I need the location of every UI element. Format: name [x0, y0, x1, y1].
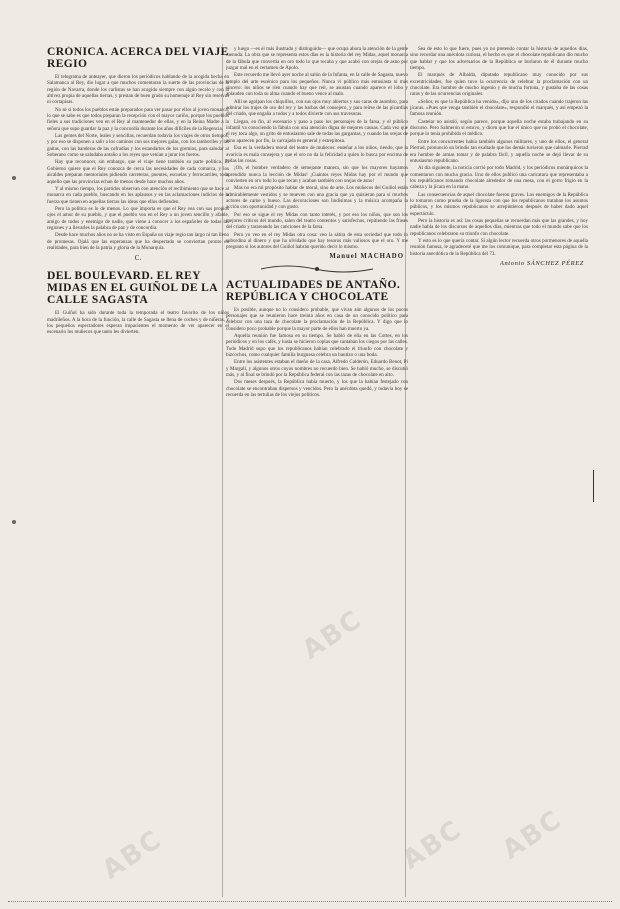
paragraph: Pero la política es lo de menos. Lo que importa es que el Rey vea con sus propios ojos el amor de su pueblo, y que el pueblo vea en el Rey a un joven sencillo y afable, amigo de todos y enemigo de nadie, que viene a conocer a los españoles de todas las regiones y a llevarles la palabra de paz y de concordia. [47, 205, 229, 231]
watermark-abc: ABC [297, 604, 368, 666]
binding-hole-icon [12, 520, 16, 524]
watermark-abc: ABC [497, 804, 568, 866]
paragraph: Por eso se sigue el rey Midas con tanto interés, y por eso los niños, que son los mejores críticos del mundo, salen del teatro contentos y satisfechos, repitiendo las frases del criado y tarareando las canciones de la farsa. [226, 211, 408, 231]
margin-line [593, 470, 594, 502]
paragraph: Entre los concurrentes había también algunos militares, y uno de ellos, el general Pierrad, pronunció un brindis tan exaltado que los demás tuvieron que calmarle. Pierrad era hombre de armas tomar y de palabra fácil, y aquella noche se dejó llevar de su entusiasmo republicano. [410, 138, 588, 164]
article-heading-cronica: CRÓNICA. ACERCA DEL VIAJE REGIO [47, 46, 229, 70]
watermark-abc: ABC [97, 824, 168, 886]
paragraph: Este recuerdo me llevó ayer noche al salón de la Infanta, en la calle de Sagasta, nuevo templo del arte escénico para los pequeños. Nunca vi público más entusiasta ni más sincero: los niños se ríen cuando hay que reír, se asustan cuando aparece el lobo y aplauden con toda su alma cuando el bueno vence al malo. [226, 72, 408, 98]
paragraph: ¡Oh, el hombre verdadero de semejante manera, sin que los mayores hayamos aprendido nunca la lección de Midas! ¡Cuántos reyes Midas hay por el mundo que convierten en oro todo lo que tocan y acaban también con orejas de asno! [226, 165, 408, 184]
paragraph: Allí se agolpan los chiquillos, con sus ojos muy abiertos y sus caras de asombro, para admirar los trajes de oro del rey y las barbas del consejero, y para reírse de las picardías del criado, que engaña a todos y a todos divierte con sus travesuras. [226, 98, 408, 118]
paragraph: El telegrama de anteayer, que dieron los periódicos hablando de la acogida hecha en Salamanca al Rey, dio lugar a que muchos comentaran la suerte de las provincias de la región de Navarra, donde los carlistas se han acogido siempre con algún recelo y con la altivez propia de aquellas tierras, y prestan de buen grado su homenaje al Rey sin reservas ni cortapisas. [47, 74, 229, 106]
paragraph: Mas no era mi propósito hablar de moral, sino de arte. Los muñecos del Guiñol están admirablemente vestidos y se mueven con una gracia que ya quisieran para sí muchos actores de carne y hueso. Las decoraciones son lindísimas y la música acompaña la acción con oportunidad y con gusto. [226, 185, 408, 211]
ornament-divider-icon [257, 264, 377, 274]
column-left [47, 46, 229, 895]
paragraph: Aquella reunión fue famosa en su tiempo. Se habló de ella en las Cortes, en los periódicos y en los cafés, y hasta se hicieron coplas que cantaban los ciegos por las calles. Todo Madrid supo que los republicanos habían celebrado el triunfo con chocolate y bizcochos, como cualquier familia burguesa celebra un bautizo o una boda. [226, 333, 408, 359]
paragraph: Al día siguiente, la noticia corrió por todo Madrid, y los periódicos monárquicos la comentaron con mucha gracia. Uno de ellos publicó una caricatura que representaba a los republicanos tomando chocolate alrededor de una mesa, con el gorro frigio en la cabeza y la jícara en la mano. [410, 165, 588, 191]
column-middle [226, 46, 408, 895]
article-heading-antano: ACTUALIDADES DE ANTAÑO. REPÚBLICA Y CHOCOLATE [226, 278, 401, 303]
paragraph: Desde hace muchos años no se ha visto en España un viaje regio tan largo ni tan lleno de promesas. Ojalá que las esperanzas que ha despertado se conviertan pronto en realidades, para bien de la patria y gloria de la Monarquía. [47, 232, 229, 251]
paragraph: «Señor, es que la República ha venido», dijo uno de los criados cuando trajeron las jícaras. «Pues que venga también el chocolate», respondió el marqués, y así empezó la famosa reunión. [410, 98, 588, 118]
paragraph: Llegan, en fin, al escenario y paso a paso los personajes de la farsa, y el público infantil va conociendo la fábula con una atención digna de mejores causas. Cada vez que el rey toca algo, un grito de entusiasmo sale de todas las gargantas, y cuando las orejas de asno aparecen por fin, la carcajada es general y estrepitosa. [226, 118, 408, 144]
paragraph: y luego —es el más ilustrado y distinguido— que ocupa ahora la atención de la gente menuda. La obra que se representa estos días es la historia del rey Midas, aquel monarca de la fábula que convertía en oro todo lo que tocaba y que acabó con orejas de asno por juzgar mal en el certamen de Apolo. [226, 46, 408, 72]
paragraph: El Guiñol ha sido durante toda la temporada el teatro favorito de los niños madrileños. A la hora de la función, la calle de Sagasta se llena de coches y de niñeras, y los pequeños espectadores esperan impacientes el momento de ver aparecer en el escenario los muñecos que tanto les divierten. [47, 310, 229, 336]
article-signature: C. [134, 254, 142, 263]
paragraph: Y esto es lo que quería contar. Si algún lector recuerda otros pormenores de aquella reunión famosa, le agradeceré que me los comunique, para completar esta página de la historia anecdótica de la República del 73. [410, 237, 588, 257]
article-body-cronica [47, 74, 229, 251]
paragraph: El marqués de Albaida, diputado republicano muy conocido por sus excentricidades, fue quien tuvo la ocurrencia de celebrar la proclamación con un chocolate. Era hombre de mucho ingenio y de mucha fortuna, y gustaba de las cosas raras y de las ocurrencias originales. [410, 72, 588, 98]
paragraph: Pero la historia es así: las cosas pequeñas se recuerdan más que las grandes, y hoy nadie habla de los discursos de aquellos días, mientras que todo el mundo sabe que los republicanos celebraron su triunfo con chocolate. [410, 217, 588, 237]
paragraph: Las consecuencias de aquel chocolate fueron graves. Los enemigos de la República lo tomaron como prueba de la ligereza con que los republicanos trataban los asuntos públicos, y los mismos republicanos se arrepintieron después de haber dado aquel espectáculo. [410, 191, 588, 217]
paragraph: Castelar no asistió, según parece, porque aquella noche estaba trabajando en su discurso. Pero Salmerón sí estuvo, y dicen que fue el único que no probó el chocolate, porque lo tenía prohibido el médico. [410, 118, 588, 138]
article-heading-boulevard: DEL BOULEVARD. EL REY MIDAS EN EL GUIÑOL DE LA CALLE SAGASTA [47, 270, 218, 307]
bottom-dotted-rule [8, 901, 612, 903]
paragraph: Dos meses después, la República había muerto, y los que la habían festejado con chocolate se encontraban dispersos y vencidos. Pero la anécdota quedó, y todavía hoy se recuerda en las tertulias de los viejos políticos. [226, 379, 408, 399]
paragraph: Pero yo veo en el rey Midas otra cosa: veo la sátira de esta sociedad que todo lo subordina al dinero y que ha olvidado que hay tesoros más valiosos que el oro. Y me pregunto si los autores del Guiñol habrán querido decir lo mismo. [226, 231, 408, 251]
paragraph: Esa es la verdadera moral del teatro de muñecos: enseñar a los niños, riendo, que la avaricia es mala consejera y que el oro no da la felicidad a quien lo busca por encima de todas las cosas. [226, 145, 408, 164]
watermark-abc: ABC [397, 814, 468, 876]
binding-hole-icon [12, 176, 16, 180]
paragraph: Es posible, aunque no lo considero probable, que vivan aún algunos de los pocos personajes que se reunieron hace treinta años en casa de un conocido político para celebrar con una taza de chocolate la proclamación de la República. Y digo que lo considero poco probable porque la mayor parte de ellos han muerto ya. [226, 306, 408, 332]
paragraph: Las gentes del Norte, leales y sencillas, recuerdan todavía los viajes de otros tiempos, y por eso se disponen a salir a los caminos con sus mejores galas, con los tamboriles y las gaitas, con las banderas de las cofradías y los estandartes de los gremios, para saludar al Soberano como se saludaba antaño a los reyes que venían a jurar los fueros. [47, 133, 229, 159]
paragraph: Y al mismo tiempo, los partidos observan con atención el recibimiento que se hace al monarca en cada pueblo, buscando en los aplausos y en las aclamaciones indicios de la fuerza que tienen en aquellas tierras las ideas que ellos defienden. [47, 185, 229, 205]
column-right [410, 46, 588, 895]
paragraph: No sé si todos los pueblos están preparados para ver pasar por ellos al joven monarca; lo que se sabe es que todos preparan la recepción con el mayor cariño, porque los pueblos fieles a sus tradiciones ven en el Rey al mantenedor de ellas, y en la Reina Madre a la señora que supo guardar la paz y la concordia durante los años difíciles de la Regencia. [47, 106, 229, 132]
article-signature: Antonio SÁNCHEZ PÉREZ [499, 260, 584, 267]
paragraph: Entre los asistentes estaban el dueño de la casa, Alfredo Calderón, Eduardo Benot, Pi y Margall, y algunos otros cuyos nombres no recuerdo bien. Se habló mucho, se discutió más, y al final se brindó por la República federal con las tazas de chocolate en alto. [226, 359, 408, 379]
paragraph: Hay que reconocer, sin embargo, que el viaje tiene también su parte política. El Gobierno quiere que el Rey conozca de cerca las necesidades de cada comarca, y los alcaldes preparan memoriales pidiendo carreteras, puentes, escuelas y ferrocarriles, todo aquello que las provincias echan de menos desde hace muchos años. [47, 159, 229, 185]
paragraph: Sea de esto lo que fuere, pues yo no pretendo contar la historia de aquellos días, sino recordar una anécdota curiosa, el hecho es que el chocolate republicano dio mucho que hablar y que los adversarios de la República se burlaron de él durante mucho tiempo. [410, 46, 588, 72]
article-body-guinol [226, 46, 408, 251]
article-signature: Manuel MACHADO [329, 252, 404, 260]
